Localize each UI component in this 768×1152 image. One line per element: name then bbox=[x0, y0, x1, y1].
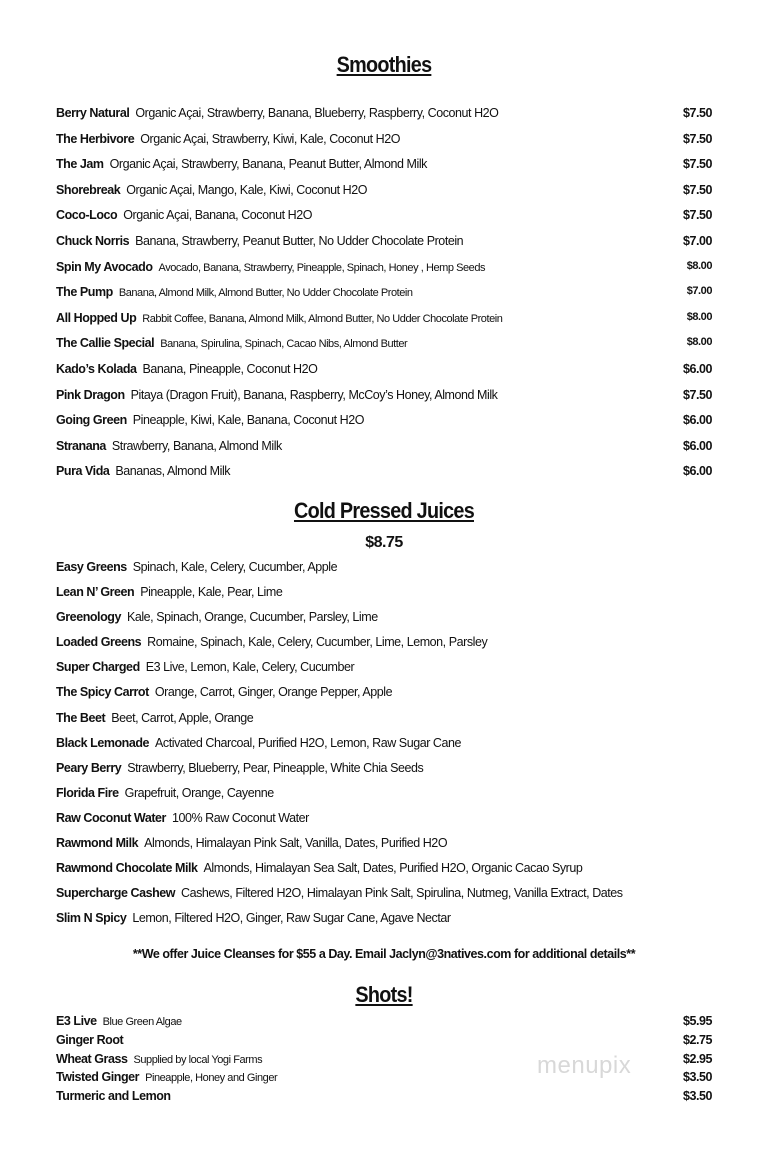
menu-item bbox=[56, 439, 716, 465]
item-name: Berry Natural bbox=[56, 106, 130, 120]
item-name: Pura Vida bbox=[56, 464, 110, 479]
item-name: Going Green bbox=[56, 413, 127, 428]
item-name: Easy Greens bbox=[56, 560, 127, 574]
item-desc: Spinach, Kale, Celery, Cucumber, Apple bbox=[132, 560, 338, 574]
item-desc: Romaine, Spinach, Kale, Celery, Cucumber, Lime, Lemon, Parsley bbox=[147, 635, 488, 650]
item-desc: Strawberry, Blueberry, Pear, Pineapple, White Chia Seeds bbox=[127, 760, 424, 775]
item-name: Spin My Avocado bbox=[56, 259, 153, 274]
item-desc: Rabbit Coffee, Banana, Almond Milk, Almond Butter, No Udder Chocolate Protein bbox=[142, 312, 503, 325]
item-name: Ginger Root bbox=[56, 1032, 124, 1047]
menu-item bbox=[56, 311, 716, 337]
item-desc: Lemon, Filtered H2O, Ginger, Raw Sugar Cane, Agave Nectar bbox=[132, 911, 451, 926]
item-price: $7.50 bbox=[682, 208, 712, 223]
item-desc: Avocado, Banana, Strawberry, Pineapple, Spinach, Honey , Hemp Seeds bbox=[158, 261, 486, 274]
item-desc: Banana, Almond Milk, Almond Butter, No Udder Chocolate Protein bbox=[118, 287, 413, 300]
item-name: E3 Live bbox=[56, 1014, 97, 1028]
item-desc: Organic Açai, Strawberry, Banana, Peanut Butter, Almond Milk bbox=[109, 157, 427, 172]
item-desc: Organic Açai, Strawberry, Banana, Blueberry, Raspberry, Coconut H2O bbox=[135, 106, 499, 120]
item-desc: Kale, Spinach, Orange, Cucumber, Parsley, Lime bbox=[126, 610, 378, 625]
item-name: Rawmond Chocolate Milk bbox=[56, 861, 198, 876]
menu-item bbox=[56, 285, 716, 311]
menu-item bbox=[56, 861, 716, 886]
item-desc: Strawberry, Banana, Almond Milk bbox=[111, 438, 282, 453]
watermark-logo: menupix bbox=[537, 1052, 632, 1079]
item-name: Raw Coconut Water bbox=[56, 810, 166, 825]
menu-item bbox=[56, 635, 716, 660]
item-name: Supercharge Cashew bbox=[56, 886, 176, 901]
item-name: Chuck Norris bbox=[56, 233, 130, 248]
juices-title: Cold Pressed Juices bbox=[293, 498, 474, 523]
item-price: $6.00 bbox=[682, 361, 712, 376]
item-name: The Spicy Carrot bbox=[56, 685, 149, 700]
item-name: The Jam bbox=[56, 157, 104, 172]
item-desc: Organic Açai, Banana, Coconut H2O bbox=[123, 208, 312, 223]
juice-cleanse-note: **We offer Juice Cleanses for $55 a Day. Email Jaclyn@3natives.com for additional details** bbox=[132, 947, 636, 961]
item-name: Peary Berry bbox=[56, 760, 122, 775]
item-desc: Cashews, Filtered H2O, Himalayan Pink Salt, Spirulina, Nutmeg, Vanilla Extract, Dates bbox=[181, 886, 623, 901]
shots-title: Shots! bbox=[355, 982, 413, 1007]
item-desc: Blue Green Algae bbox=[102, 1016, 182, 1028]
item-desc: E3 Live, Lemon, Kale, Celery, Cucumber bbox=[145, 660, 355, 675]
item-name: Greenology bbox=[56, 610, 121, 625]
item-desc: Organic Açai, Strawberry, Kiwi, Kale, Coconut H2O bbox=[140, 131, 400, 146]
menu-item bbox=[56, 560, 716, 585]
item-desc: Supplied by local Yogi Farms bbox=[133, 1053, 263, 1066]
item-name: Coco-Loco bbox=[56, 208, 118, 223]
item-price: $8.00 bbox=[686, 336, 712, 349]
item-name: The Callie Special bbox=[56, 336, 155, 351]
menu-item bbox=[56, 208, 716, 234]
menu-item bbox=[56, 1089, 716, 1108]
item-price: $3.50 bbox=[682, 1089, 712, 1104]
item-price: $3.50 bbox=[682, 1070, 712, 1085]
item-desc: 100% Raw Coconut Water bbox=[171, 810, 309, 825]
item-price: $7.50 bbox=[682, 157, 712, 172]
item-name: Rawmond Milk bbox=[56, 836, 139, 851]
menu-item bbox=[56, 234, 716, 260]
item-name: Twisted Ginger bbox=[56, 1070, 140, 1085]
item-name: All Hopped Up bbox=[56, 310, 137, 325]
item-name: Kado’s Kolada bbox=[56, 361, 137, 376]
juices-price: $8.75 bbox=[365, 534, 403, 551]
item-desc: Activated Charcoal, Purified H2O, Lemon, Raw Sugar Cane bbox=[155, 735, 462, 750]
menu-item bbox=[56, 260, 716, 286]
menu-item bbox=[56, 736, 716, 761]
menu-item bbox=[56, 685, 716, 710]
item-desc: Beet, Carrot, Apple, Orange bbox=[111, 710, 254, 725]
menu-item bbox=[56, 106, 716, 132]
item-price: $7.50 bbox=[682, 182, 712, 197]
item-price: $7.50 bbox=[682, 387, 712, 402]
smoothies-list bbox=[56, 106, 716, 490]
smoothies-title: Smoothies bbox=[336, 52, 432, 77]
item-price: $6.00 bbox=[682, 464, 712, 479]
item-name: The Pump bbox=[56, 285, 113, 300]
item-price: $2.75 bbox=[682, 1032, 712, 1047]
item-price: $5.95 bbox=[682, 1014, 712, 1028]
menu-item bbox=[56, 811, 716, 836]
item-desc: Pineapple, Kiwi, Kale, Banana, Coconut H2O bbox=[132, 413, 365, 428]
item-price: $2.95 bbox=[682, 1051, 712, 1066]
item-desc: Grapefruit, Orange, Cayenne bbox=[124, 785, 274, 800]
item-name: Pink Dragon bbox=[56, 387, 125, 402]
menu-item bbox=[56, 585, 716, 610]
item-price: $7.50 bbox=[682, 106, 712, 120]
menu-item bbox=[56, 886, 716, 911]
menu-item bbox=[56, 1014, 716, 1033]
item-desc: Pineapple, Honey and Ginger bbox=[145, 1072, 278, 1085]
item-desc: Almonds, Himalayan Sea Salt, Dates, Purified H2O, Organic Cacao Syrup bbox=[203, 861, 583, 876]
menu-item bbox=[56, 157, 716, 183]
item-name: Stranana bbox=[56, 438, 106, 453]
item-price: $8.00 bbox=[686, 310, 712, 323]
menu-item bbox=[56, 388, 716, 414]
item-desc: Orange, Carrot, Ginger, Orange Pepper, Apple bbox=[154, 685, 393, 700]
menu-item bbox=[56, 183, 716, 209]
item-price: $7.00 bbox=[686, 285, 712, 298]
menu-item bbox=[56, 761, 716, 786]
menu-item bbox=[56, 336, 716, 362]
item-name: Wheat Grass bbox=[56, 1051, 128, 1066]
item-name: Shorebreak bbox=[56, 182, 121, 197]
menu-item bbox=[56, 132, 716, 158]
item-desc: Pitaya (Dragon Fruit), Banana, Raspberry, McCoy’s Honey, Almond Milk bbox=[130, 387, 498, 402]
item-desc: Banana, Spirulina, Spinach, Cacao Nibs, Almond Butter bbox=[160, 338, 408, 351]
menu-item bbox=[56, 610, 716, 635]
menu-item bbox=[56, 911, 716, 936]
item-price: $6.00 bbox=[682, 413, 712, 428]
item-desc: Bananas, Almond Milk bbox=[115, 464, 231, 479]
item-price: $6.00 bbox=[682, 438, 712, 453]
item-name: Loaded Greens bbox=[56, 635, 142, 650]
item-desc: Pineapple, Kale, Pear, Lime bbox=[140, 585, 283, 600]
menu-item bbox=[56, 660, 716, 685]
item-name: Slim N Spicy bbox=[56, 911, 127, 926]
menu-item bbox=[56, 711, 716, 736]
item-price: $7.50 bbox=[682, 131, 712, 146]
item-name: Super Charged bbox=[56, 660, 140, 675]
menu-item bbox=[56, 464, 716, 490]
menu-item bbox=[56, 786, 716, 811]
item-name: The Beet bbox=[56, 710, 106, 725]
item-name: The Herbivore bbox=[56, 131, 135, 146]
item-name: Lean N’ Green bbox=[56, 585, 135, 600]
item-price: $8.00 bbox=[686, 259, 712, 272]
menu-item bbox=[56, 1033, 716, 1052]
menu-item bbox=[56, 836, 716, 861]
menu-item bbox=[56, 413, 716, 439]
item-name: Turmeric and Lemon bbox=[56, 1089, 171, 1104]
item-price: $7.00 bbox=[682, 233, 712, 248]
item-desc: Banana, Pineapple, Coconut H2O bbox=[142, 361, 318, 376]
juices-list bbox=[56, 560, 716, 936]
item-name: Florida Fire bbox=[56, 785, 119, 800]
item-name: Black Lemonade bbox=[56, 735, 150, 750]
item-desc: Banana, Strawberry, Peanut Butter, No Udder Chocolate Protein bbox=[135, 233, 464, 248]
menu-item bbox=[56, 362, 716, 388]
item-desc: Organic Açai, Mango, Kale, Kiwi, Coconut H2O bbox=[126, 182, 368, 197]
item-desc: Almonds, Himalayan Pink Salt, Vanilla, Dates, Purified H2O bbox=[144, 836, 448, 851]
